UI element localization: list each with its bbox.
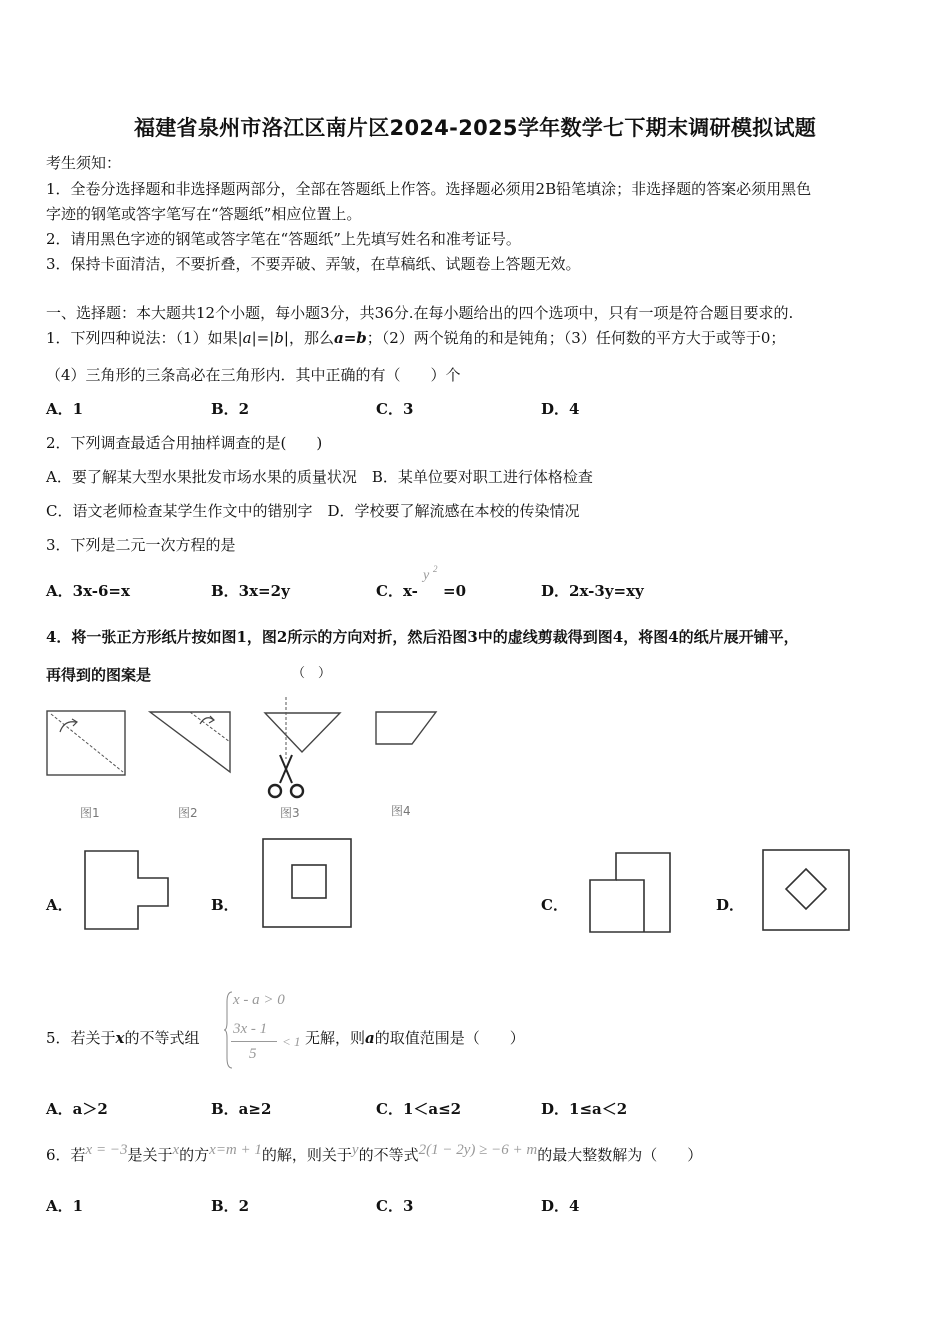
- q6-option-c: C．3: [376, 1197, 414, 1215]
- q6-option-d: D．4: [541, 1197, 580, 1215]
- q5-system-eq2-relation: < 1: [282, 1034, 301, 1049]
- figure-2-caption: 图2: [178, 806, 198, 820]
- question-5-stem-suffix: 无解，则a的取值范围是（ ）: [305, 1029, 525, 1047]
- notice-heading: 考生须知：: [46, 154, 122, 172]
- scissors-icon: [269, 755, 303, 797]
- question-1-stem-line2: （4）三角形的三条高必在三角形内．其中正确的有（ ）个: [46, 366, 461, 384]
- q1-option-c: C．3: [376, 400, 414, 418]
- q5-option-a: A．a＞2: [46, 1100, 108, 1118]
- q5-option-d: D．1≤a＜2: [541, 1100, 628, 1118]
- figure-1-caption: 图1: [80, 806, 100, 820]
- q2-options-ab: A．要了解某大型水果批发市场水果的质量状况 B．某单位要对职工进行体格检查: [46, 468, 593, 486]
- figure-1: [46, 710, 128, 778]
- page-title: 福建省泉州市洛江区南片区2024-2025学年数学七下期末调研模拟试题: [133, 116, 817, 140]
- q3-option-c-var: y: [423, 568, 430, 583]
- figure-4-caption: 图4: [391, 804, 411, 818]
- q5-option-b: B．a≥2: [211, 1100, 272, 1118]
- q5-system-eq1: x - a > 0: [233, 992, 285, 1008]
- q3-option-a: A．3x-6=x: [46, 582, 130, 600]
- question-4-stem-line2: 再得到的图案是: [46, 666, 152, 684]
- figure-2: [148, 710, 234, 778]
- q4-option-b: B．: [211, 896, 239, 914]
- question-6-stem: 6．若x = −3是关于x的方x=m + 1的解，则关于y的不等式2(1 − 2y) ≥ −6 + m的最大整数解为（ ）: [46, 1142, 703, 1164]
- q4-option-a-figure: [84, 850, 172, 932]
- q4-option-b-figure: [262, 838, 354, 930]
- question-2-stem: 2．下列调查最适合用抽样调查的是( ): [46, 434, 323, 452]
- q3-option-c-exponent: 2: [433, 564, 438, 574]
- q5-option-c: C．1＜a≤2: [376, 1100, 462, 1118]
- q3-option-d: D．2x-3y=xy: [541, 582, 644, 600]
- q5-system-eq2-numerator: 3x - 1: [233, 1021, 268, 1037]
- notice-item: 1．全卷分选择题和非选择题两部分，全部在答题纸上作答。选择题必须用2B铅笔填涂；非选择题的答案必须用黑色: [46, 180, 812, 198]
- q6-option-b: B．2: [211, 1197, 250, 1215]
- question-5-stem-prefix: 5．若关于x的不等式组: [46, 1029, 200, 1047]
- q1-option-a: A．1: [46, 400, 84, 418]
- figure-4: [374, 710, 440, 750]
- figure-3-caption: 图3: [280, 806, 300, 820]
- q4-answer-paren: （ ）: [292, 666, 332, 681]
- notice-item: 2．请用黑色字迹的钢笔或答字笔在“答题纸”上先填写姓名和准考证号。: [46, 230, 521, 248]
- section-heading: 一、选择题：本大题共12个小题，每小题3分，共36分.在每小题给出的四个选项中，只有一项是符合题目要求的.: [46, 304, 794, 322]
- q4-option-d-figure: [762, 849, 852, 933]
- q1-option-b: B．2: [211, 400, 250, 418]
- q4-option-c-figure: [588, 852, 676, 936]
- notice-item: 字迹的钢笔或答字笔写在“答题纸”相应位置上。: [46, 205, 362, 223]
- q3-option-c-tail: =0: [443, 582, 467, 600]
- q1-option-d: D．4: [541, 400, 580, 418]
- fraction-bar: [231, 1041, 277, 1042]
- question-3-stem: 3．下列是二元一次方程的是: [46, 536, 236, 554]
- figure-3: [262, 695, 346, 805]
- q4-option-a: A．: [46, 896, 73, 914]
- q4-option-c: C．: [541, 896, 568, 914]
- q4-option-d: D．: [716, 896, 745, 914]
- q6-option-a: A．1: [46, 1197, 84, 1215]
- q3-option-c: C．x-: [376, 582, 418, 600]
- q5-system-eq2-denominator: 5: [249, 1046, 257, 1062]
- question-1-stem: 1．下列四种说法：（1）如果|a|=|b|，那么a=b；（2）两个锐角的和是钝角；（3）任何数的平方大于或等于0；: [46, 329, 786, 347]
- q2-options-cd: C．语文老师检查某学生作文中的错别字 D．学校要了解流感在本校的传染情况: [46, 502, 580, 520]
- question-4-stem: 4．将一张正方形纸片按如图1，图2所示的方向对折，然后沿图3中的虚线剪裁得到图4，将图4的纸片展开铺平，: [46, 628, 799, 646]
- q3-option-b: B．3x=2y: [211, 582, 290, 600]
- notice-item: 3．保持卡面清洁，不要折叠，不要弄破、弄皱，在草稿纸、试题卷上答题无效。: [46, 255, 581, 273]
